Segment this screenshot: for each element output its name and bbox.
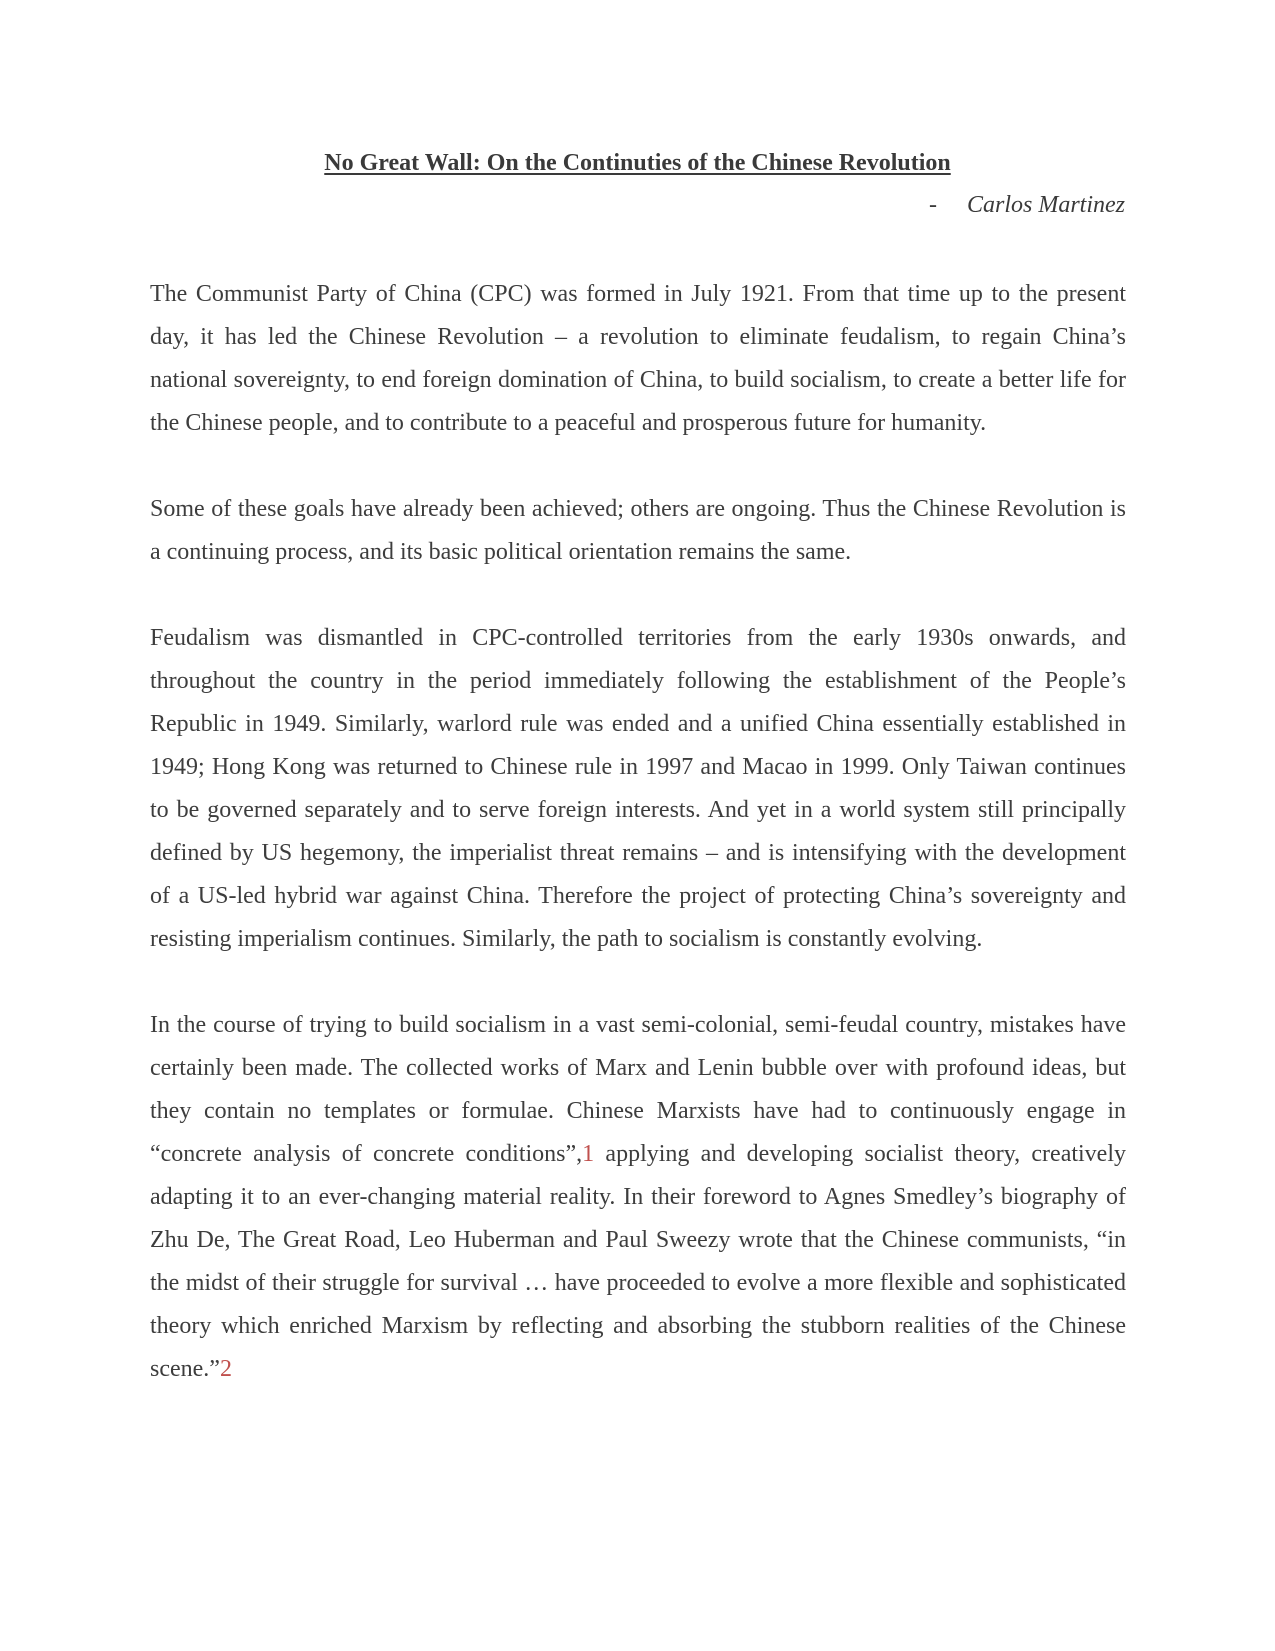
- byline-author: Carlos Martinez: [966, 192, 1125, 218]
- paragraph-4-part-2: applying and developing socialist theory, creatively adapting it to an ever-changing material reality. In their foreword to Agnes Smedley’s biography of Zhu De, The Great Road, Leo Huberman and Paul Sweezy wrote that the Chinese communists, “in the midst of their struggle for survival … have proceeded to evolve a more flexible and sophisticated theory which enriched Marxism by reflecting and absorbing the stubborn realities of the Chinese scene.”: [150, 1141, 1126, 1382]
- paragraph-4: [150, 1004, 1126, 1391]
- paragraph-4-part-1: In the course of trying to build socialism in a vast semi-colonial, semi-feudal country, mistakes have certainly been made. The collected works of Marx and Lenin bubble over with profound ideas, but they contain no templates or formulae. Chinese Marxists have had to continuously engage in “concrete analysis of concrete conditions”,: [150, 1012, 1126, 1167]
- byline: [929, 190, 1125, 220]
- paragraph-1: The Communist Party of China (CPC) was formed in July 1921. From that time up to the present day, it has led the Chinese Revolution – a revolution to eliminate feudalism, to regain China’s national sovereignty, to end foreign domination of China, to build socialism, to create a better life for the Chinese people, and to contribute to a peaceful and prosperous future for humanity.: [150, 281, 1126, 436]
- footnote-ref-2[interactable]: 2: [219, 1356, 232, 1382]
- paragraph-2: Some of these goals have already been achieved; others are ongoing. Thus the Chinese Revolution is a continuing process, and its basic political orientation remains the same.: [150, 496, 1126, 565]
- byline-dash: -: [928, 192, 937, 218]
- paragraph-3: Feudalism was dismantled in CPC-controlled territories from the early 1930s onwards, and throughout the country in the period immediately following the establishment of the People’s Republic in 1949. Similarly, warlord rule was ended and a unified China essentially established in 1949; Hong Kong was returned to Chinese rule in 1997 and Macao in 1999. Only Taiwan continues to be governed separately and to serve foreign interests. And yet in a world system still principally defined by US hegemony, the imperialist threat remains – and is intensifying with the development of a US-led hybrid war against China. Therefore the project of protecting China’s sovereignty and resisting imperialism continues. Similarly, the path to socialism is constantly evolving.: [150, 625, 1126, 952]
- document-title: No Great Wall: On the Continuties of the Chinese Revolution: [324, 150, 951, 176]
- footnote-ref-1[interactable]: 1: [582, 1141, 595, 1167]
- body-text: [150, 273, 1126, 1434]
